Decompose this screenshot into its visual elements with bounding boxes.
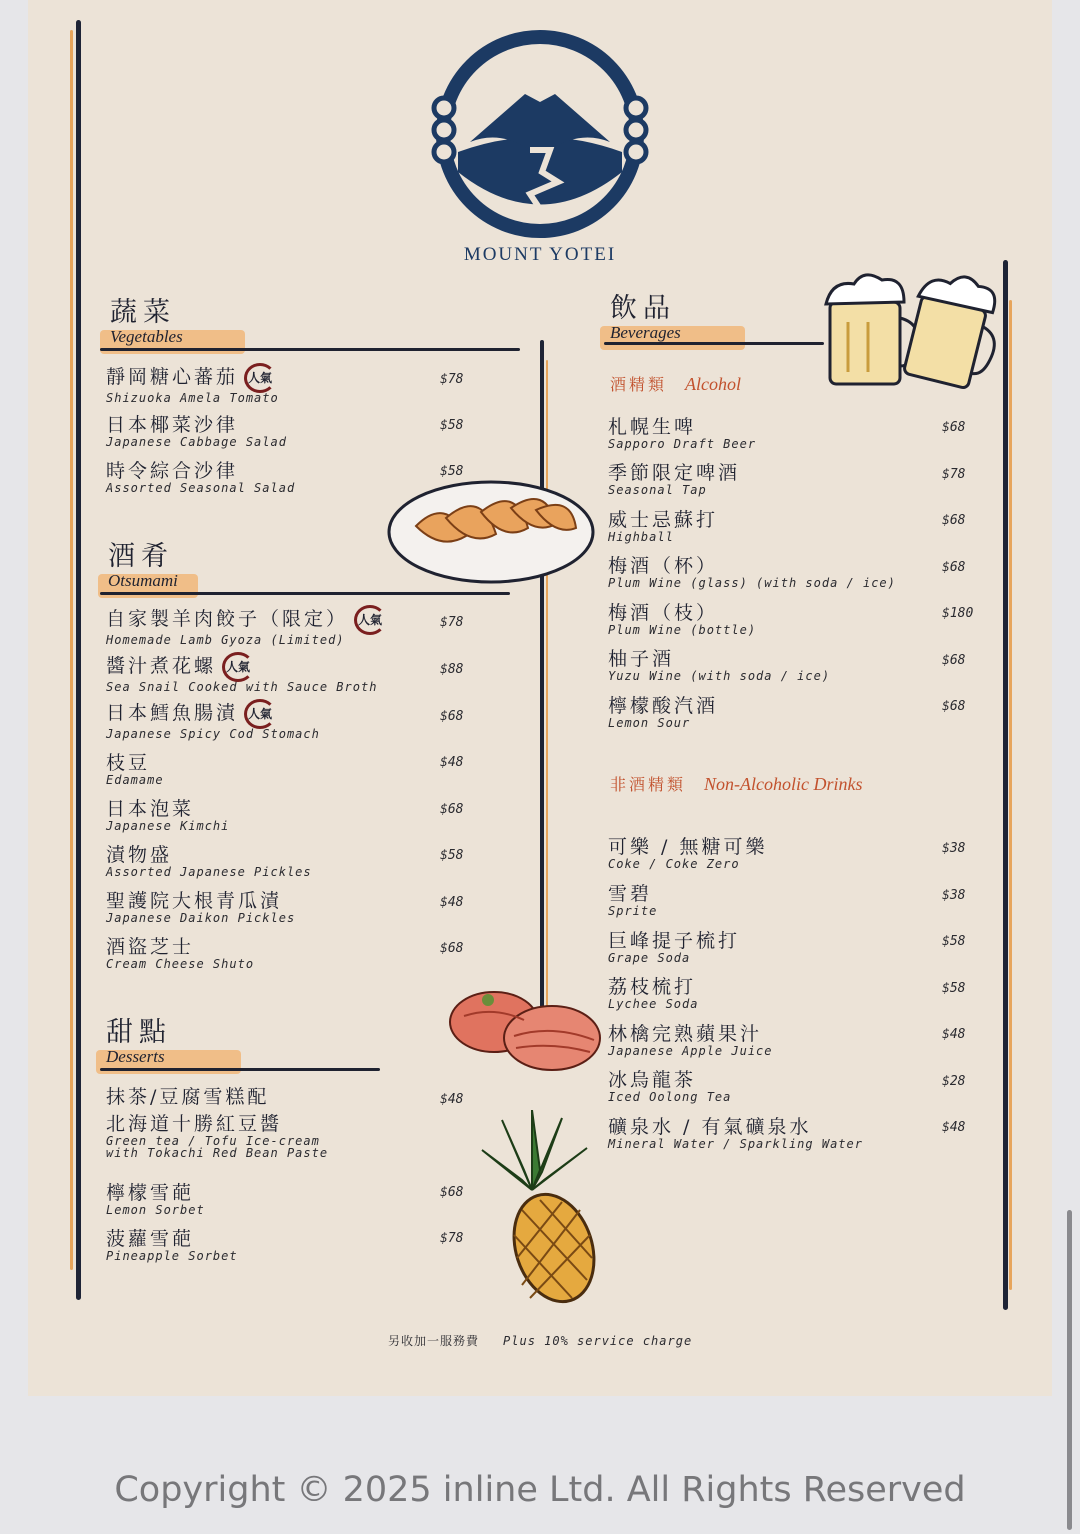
item-price: $48 bbox=[440, 1092, 464, 1107]
menu-item bbox=[106, 1082, 328, 1160]
item-name-en: Japanese Daikon Pickles bbox=[106, 911, 296, 925]
item-name-zh: 威士忌蘇打 bbox=[608, 509, 719, 531]
item-name-zh: 菠蘿雪葩 bbox=[106, 1228, 195, 1250]
scrollbar-thumb[interactable] bbox=[1067, 1210, 1072, 1530]
item-name-zh: 時令綜合沙律 bbox=[106, 460, 239, 482]
item-name-en: Shizuoka Amela Tomato bbox=[106, 391, 279, 405]
item-price: $68 bbox=[942, 513, 966, 528]
item-name-zh: 林檎完熟蘋果汁 bbox=[608, 1023, 763, 1045]
beverages-header bbox=[610, 286, 681, 343]
item-price: $88 bbox=[440, 662, 464, 677]
menu-item bbox=[608, 505, 718, 544]
menu-item bbox=[106, 604, 386, 647]
item-name-en: Japanese Cabbage Salad bbox=[106, 435, 287, 449]
item-price: $58 bbox=[440, 848, 464, 863]
popular-badge-icon: 人氣 bbox=[244, 363, 276, 393]
item-price: $48 bbox=[440, 755, 464, 770]
item-price: $38 bbox=[942, 841, 966, 856]
item-name-en: Coke / Coke Zero bbox=[608, 857, 740, 871]
item-price: $180 bbox=[942, 606, 974, 621]
gyoza-plate-illustration bbox=[386, 476, 596, 586]
menu-item bbox=[106, 456, 295, 495]
vegetables-rule bbox=[100, 348, 520, 351]
item-name-en: Lemon Sorbet bbox=[106, 1203, 205, 1217]
item-name-zh: 雪碧 bbox=[608, 883, 653, 905]
vegetables-title-zh: 蔬菜 bbox=[110, 297, 176, 328]
item-price: $58 bbox=[440, 418, 464, 433]
item-name-zh: 日本鱈魚腸漬 bbox=[106, 702, 239, 724]
otsumami-rule bbox=[100, 592, 510, 595]
item-name-en: Yuzu Wine (with soda / ice) bbox=[608, 669, 831, 683]
left-border-accent bbox=[70, 30, 73, 1270]
copyright-text: Copyright © 2025 inline Ltd. All Rights Reserved bbox=[114, 1470, 966, 1510]
item-name-zh: 礦泉水 / 有氣礦泉水 bbox=[608, 1116, 812, 1138]
item-name-en: Sea Snail Cooked with Sauce Broth bbox=[106, 680, 378, 694]
item-name-zh: 柚子酒 bbox=[608, 648, 675, 670]
item-name-zh: 自家製羊肉餃子（限定） bbox=[106, 608, 349, 630]
menu-item bbox=[608, 1065, 731, 1104]
service-charge-note bbox=[388, 1332, 692, 1349]
item-name-zh: 日本椰菜沙律 bbox=[106, 414, 239, 436]
item-price: $48 bbox=[942, 1027, 966, 1042]
item-name-en: Plum Wine (bottle) bbox=[608, 623, 757, 637]
service-charge-zh: 另收加一服務費 bbox=[388, 1334, 480, 1348]
item-name-en: Lemon Sour bbox=[608, 716, 691, 730]
non-alcohol-label-zh: 非酒精類 bbox=[610, 775, 687, 794]
item-name-zh: 札幌生啤 bbox=[608, 416, 697, 438]
menu-item bbox=[106, 362, 279, 405]
popular-badge-icon: 人氣 bbox=[354, 605, 386, 635]
popular-badge-icon: 人氣 bbox=[222, 652, 254, 682]
item-price: $68 bbox=[942, 653, 966, 668]
item-name-zh: 枝豆 bbox=[106, 752, 151, 774]
item-name-en: Cream Cheese Shuto bbox=[106, 957, 255, 971]
item-price: $38 bbox=[942, 888, 966, 903]
item-name-zh: 荔枝梳打 bbox=[608, 976, 697, 998]
item-price: $58 bbox=[440, 464, 464, 479]
item-price: $58 bbox=[942, 934, 966, 949]
menu-item bbox=[106, 886, 295, 925]
center-divider-accent bbox=[546, 360, 548, 1020]
menu-item bbox=[106, 651, 377, 694]
item-name-en: Pineapple Sorbet bbox=[106, 1249, 238, 1263]
vegetables-title-en: Vegetables bbox=[110, 327, 183, 346]
menu-item bbox=[106, 932, 254, 971]
item-name-zh: 聖護院大根青瓜漬 bbox=[106, 890, 283, 912]
desserts-rule bbox=[100, 1068, 380, 1071]
item-name-zh: 檸檬雪葩 bbox=[106, 1182, 195, 1204]
item-price: $68 bbox=[942, 699, 966, 714]
item-name-zh-line2: 北海道十勝紅豆醬 bbox=[106, 1113, 283, 1135]
item-price: $48 bbox=[440, 895, 464, 910]
non-alcohol-label-en: Non-Alcoholic Drinks bbox=[704, 774, 863, 794]
otsumami-title-en: Otsumami bbox=[108, 571, 178, 590]
center-divider bbox=[540, 340, 544, 1040]
desserts-title-zh: 甜點 bbox=[106, 1017, 172, 1048]
menu-item bbox=[608, 926, 740, 965]
menu-item bbox=[608, 412, 756, 451]
kimchi-illustration bbox=[444, 986, 604, 1076]
desserts-title-en: Desserts bbox=[106, 1047, 165, 1066]
menu-item bbox=[608, 644, 830, 683]
item-name-en: Japanese Apple Juice bbox=[608, 1044, 773, 1058]
menu-item bbox=[608, 972, 698, 1011]
menu-item bbox=[106, 1178, 205, 1217]
item-price: $28 bbox=[942, 1074, 966, 1089]
item-name-en: Edamame bbox=[106, 773, 164, 787]
vegetables-header bbox=[110, 290, 183, 347]
otsumami-title-zh: 酒肴 bbox=[108, 541, 174, 572]
item-name-en: Assorted Japanese Pickles bbox=[106, 865, 312, 879]
item-name-en: Sprite bbox=[608, 904, 658, 918]
right-border-accent bbox=[1009, 300, 1012, 1290]
non-alcohol-category bbox=[610, 772, 863, 795]
item-price: $68 bbox=[440, 709, 464, 724]
pineapple-illustration bbox=[462, 1110, 602, 1305]
menu-item bbox=[608, 691, 718, 730]
item-name-zh: 檸檬酸汽酒 bbox=[608, 695, 719, 717]
item-name-en: Mineral Water / Sparkling Water bbox=[608, 1137, 863, 1151]
item-name-zh: 抹茶/豆腐雪糕配 bbox=[106, 1086, 270, 1108]
item-price: $78 bbox=[440, 372, 464, 387]
menu-item bbox=[608, 598, 756, 637]
item-name-en: Japanese Spicy Cod Stomach bbox=[106, 727, 320, 741]
item-name-zh: 巨峰提子梳打 bbox=[608, 930, 741, 952]
item-name-en: Japanese Kimchi bbox=[106, 819, 230, 833]
menu-item bbox=[608, 879, 657, 918]
menu-item bbox=[608, 832, 767, 871]
item-name-en: Homemade Lamb Gyoza (Limited) bbox=[106, 633, 345, 647]
item-name-zh: 季節限定啤酒 bbox=[608, 462, 741, 484]
menu-item bbox=[106, 748, 164, 787]
beverages-title-en: Beverages bbox=[610, 323, 681, 342]
brand-name: MOUNT YOTEI bbox=[463, 244, 617, 265]
left-border-stroke bbox=[76, 20, 81, 1300]
menu-item bbox=[106, 840, 312, 879]
item-name-en: Lychee Soda bbox=[608, 997, 699, 1011]
menu-item bbox=[106, 794, 229, 833]
item-price: $68 bbox=[440, 941, 464, 956]
menu-item bbox=[106, 1224, 238, 1263]
item-price: $78 bbox=[942, 467, 966, 482]
menu-item bbox=[608, 551, 896, 590]
item-price: $78 bbox=[440, 1231, 464, 1246]
beverages-title-zh: 飲品 bbox=[610, 293, 676, 324]
alcohol-category bbox=[610, 372, 741, 395]
item-name-en: Assorted Seasonal Salad bbox=[106, 481, 296, 495]
item-name-zh: 酒盜芝士 bbox=[106, 936, 195, 958]
item-price: $58 bbox=[942, 981, 966, 996]
item-name-zh: 靜岡糖心蕃茄 bbox=[106, 366, 239, 388]
beer-mugs-illustration bbox=[820, 262, 1000, 392]
item-price: $68 bbox=[440, 1185, 464, 1200]
item-name-zh: 冰烏龍茶 bbox=[608, 1069, 697, 1091]
item-name-zh: 梅酒（杯） bbox=[608, 555, 719, 577]
item-name-zh: 日本泡菜 bbox=[106, 798, 195, 820]
item-name-en-line2: with Tokachi Red Bean Paste bbox=[106, 1146, 329, 1160]
item-name-en: Seasonal Tap bbox=[608, 483, 707, 497]
alcohol-label-en: Alcohol bbox=[685, 374, 742, 394]
item-price: $68 bbox=[440, 802, 464, 817]
item-price: $78 bbox=[440, 615, 464, 630]
mount-yotei-logo-icon bbox=[430, 22, 650, 247]
item-name-en: Iced Oolong Tea bbox=[608, 1090, 732, 1104]
menu-item bbox=[608, 1112, 863, 1151]
desserts-header bbox=[106, 1010, 172, 1067]
service-charge-en: Plus 10% service charge bbox=[503, 1334, 693, 1348]
item-name-en: Sapporo Draft Beer bbox=[608, 437, 757, 451]
beverages-rule bbox=[604, 342, 824, 345]
menu-item bbox=[608, 1019, 773, 1058]
popular-badge-icon: 人氣 bbox=[244, 699, 276, 729]
item-price: $48 bbox=[942, 1120, 966, 1135]
item-name-en: Green tea / Tofu Ice-cream bbox=[106, 1134, 320, 1148]
alcohol-label-zh: 酒精類 bbox=[610, 375, 668, 394]
item-name-zh: 醬汁煮花螺 bbox=[106, 655, 217, 677]
item-price: $68 bbox=[942, 420, 966, 435]
item-name-zh: 漬物盛 bbox=[106, 844, 173, 866]
menu-item bbox=[106, 410, 287, 449]
item-name-zh: 梅酒（枝） bbox=[608, 602, 719, 624]
right-border-stroke bbox=[1003, 260, 1008, 1310]
item-price: $68 bbox=[942, 560, 966, 575]
item-name-en: Grape Soda bbox=[608, 951, 691, 965]
item-name-en: Plum Wine (glass) (with soda / ice) bbox=[608, 576, 896, 590]
menu-item bbox=[106, 698, 320, 741]
item-name-zh: 可樂 / 無糖可樂 bbox=[608, 836, 768, 858]
menu-item bbox=[608, 458, 740, 497]
item-name-en: Highball bbox=[608, 530, 674, 544]
otsumami-header bbox=[108, 534, 178, 591]
